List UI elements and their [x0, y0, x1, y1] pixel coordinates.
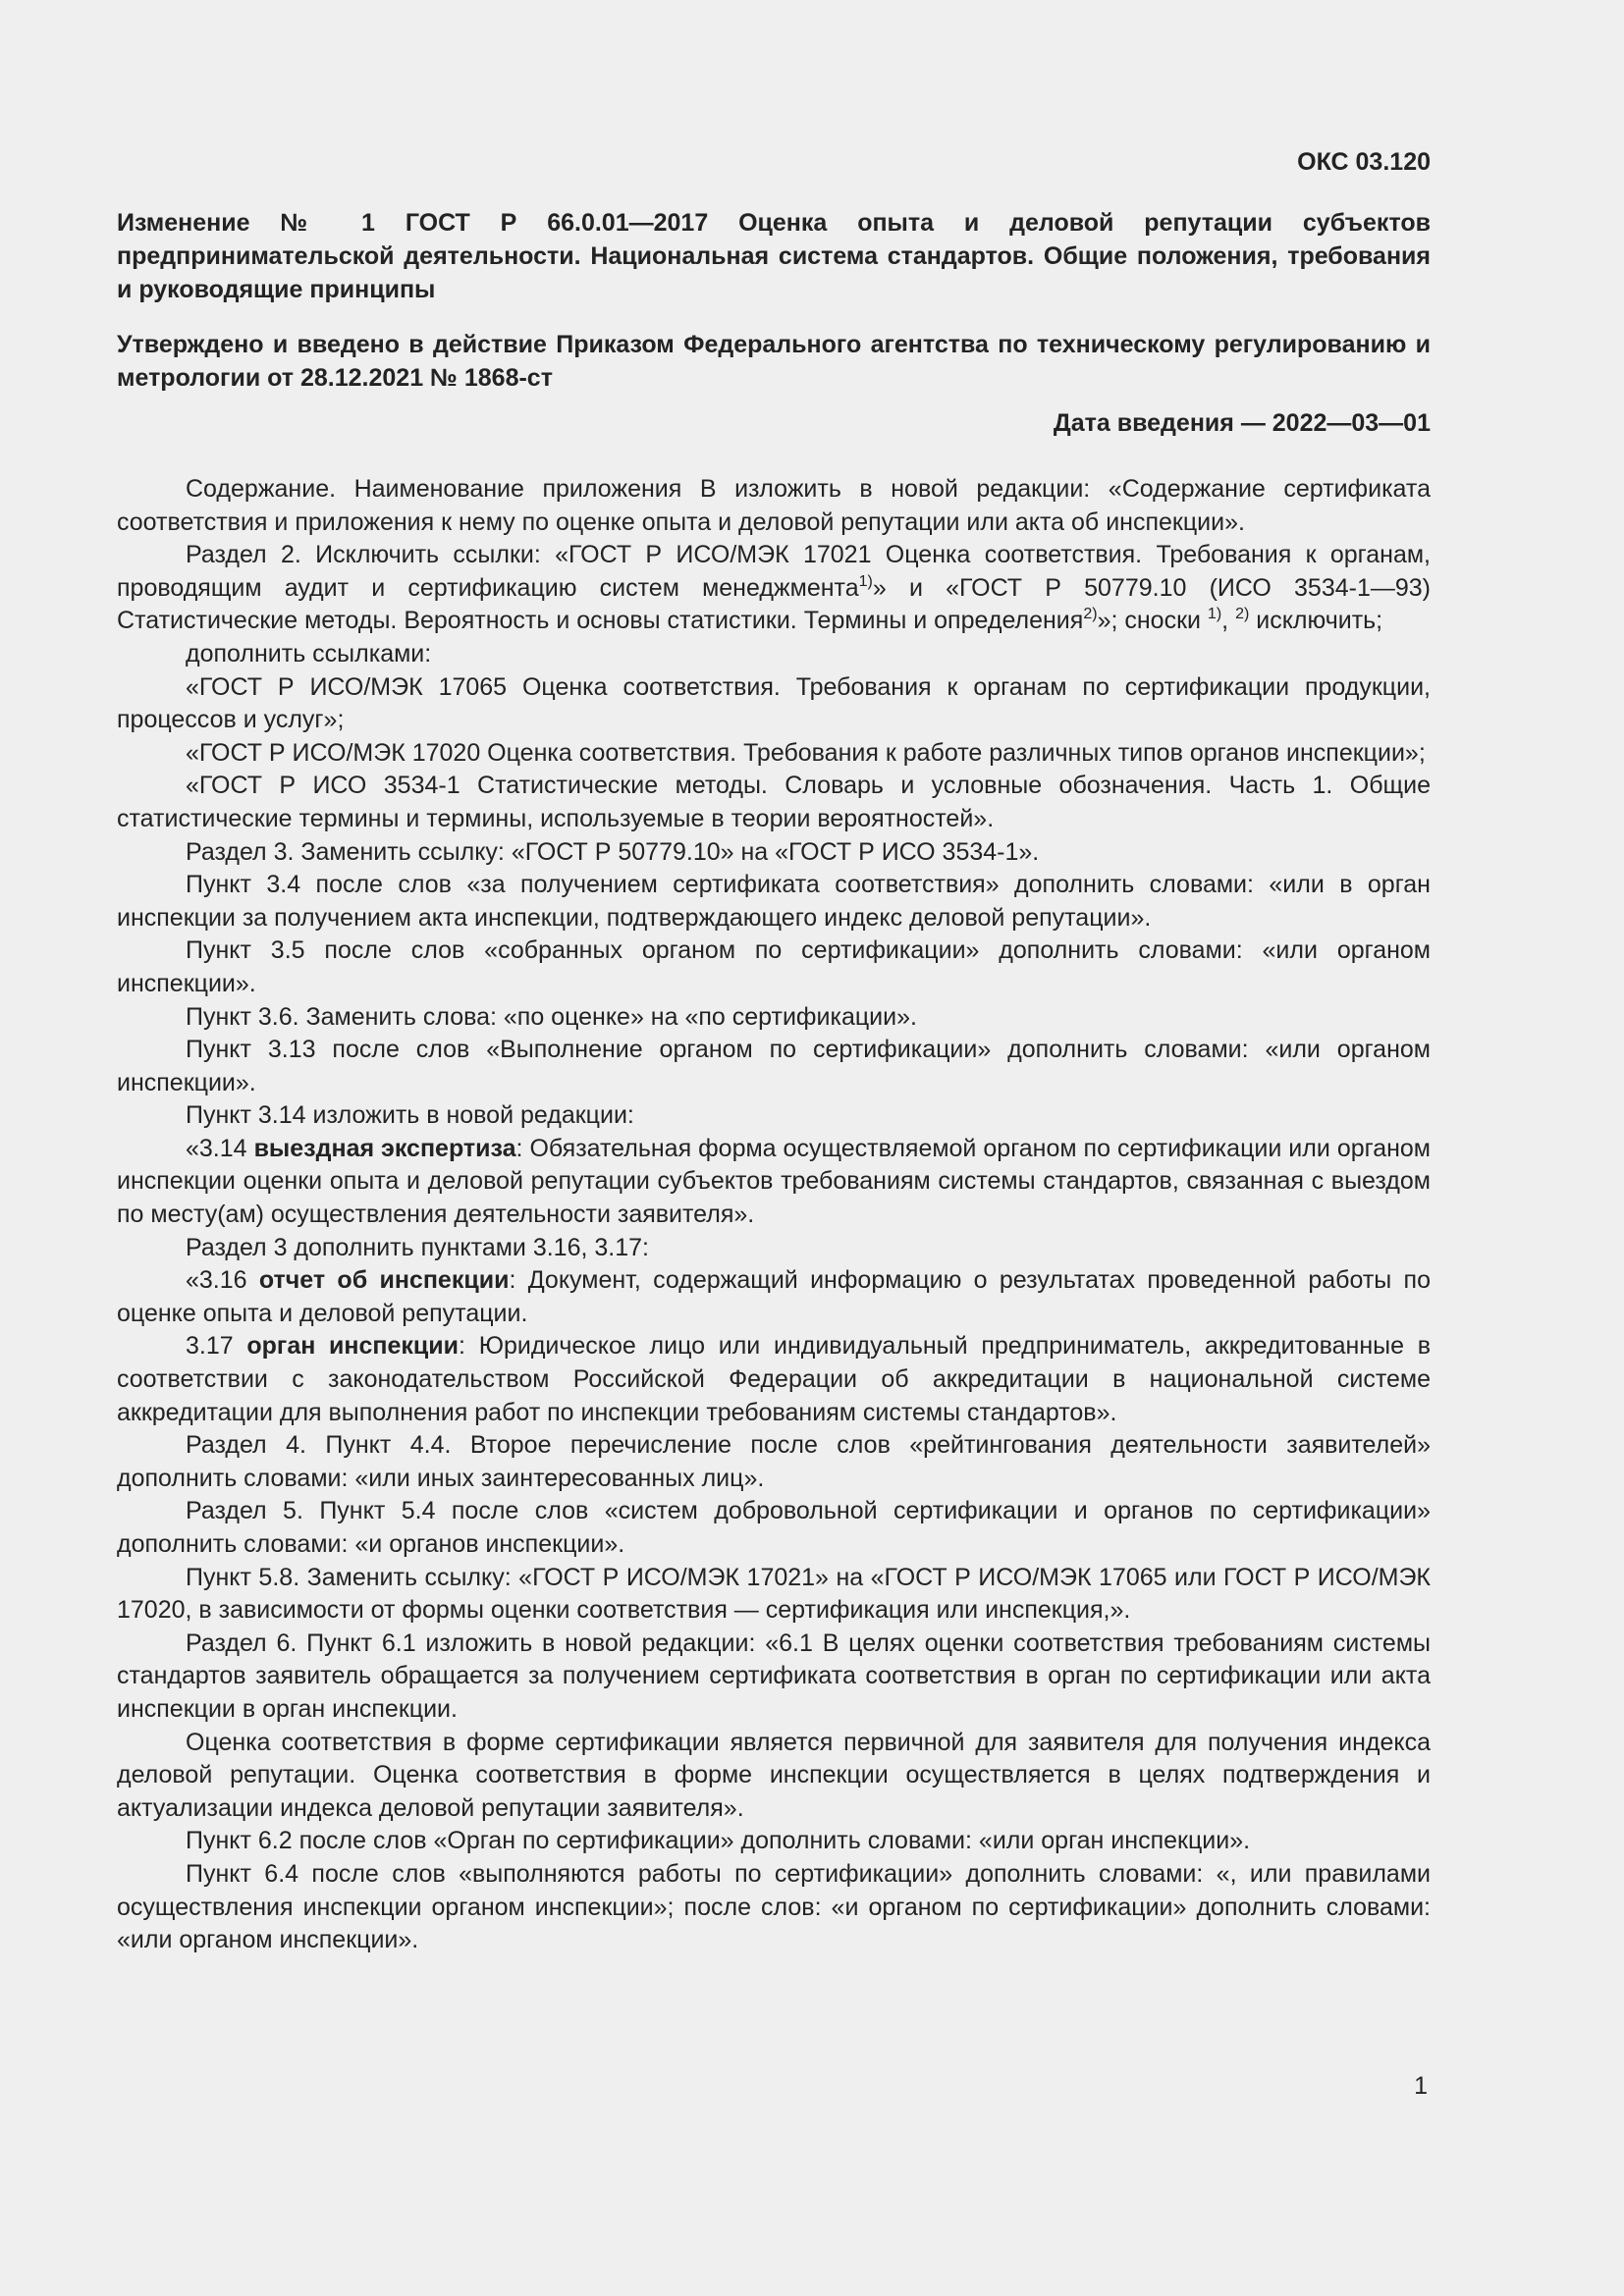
paragraph-text: «3.14: [186, 1134, 254, 1162]
paragraph: [117, 1133, 1431, 1232]
paragraph-text: 3.17: [186, 1332, 247, 1361]
paragraph: Содержание. Наименование приложения В изложить в новой редакции: «Содержание сертификата соответствия и приложения к нему по оценке опыта и деловой репутации или акта об инспекции».: [117, 475, 1431, 536]
classification-code: ОКС 03.120: [1297, 148, 1431, 176]
paragraph: Раздел 3 дополнить пунктами 3.16, 3.17:: [186, 1233, 649, 1261]
paragraph: Пункт 6.2 после слов «Орган по сертификации» дополнить словами: «или орган инспекции».: [186, 1827, 1251, 1855]
paragraph: Раздел 6. Пункт 6.1 изложить в новой редакции: «6.1 В целях оценки соответствия требованиям системы стандартов заявитель обращается за получением сертификата соответствия в орган по сертификации или акта инспекции в орган инспекции.: [117, 1629, 1431, 1723]
page-number: 1: [1414, 2072, 1428, 2100]
paragraph-text: : Юридическое лицо или индивидуальный предприниматель, аккредитованные в соответствии с законодательством Российской Федерации об аккредитации в национальной системе аккредитации для выполнения работ по инспекции требованиям системы стандартов».: [117, 1332, 1431, 1426]
paragraph: Раздел 3. Заменить ссылку: «ГОСТ Р 50779.10» на «ГОСТ Р ИСО 3534-1».: [186, 837, 1040, 866]
paragraph: [117, 1330, 1431, 1429]
paragraph-text: : Документ, содержащий информацию о результатах проведенной работы по оценке опыта и деловой репутации.: [117, 1266, 1431, 1327]
approval-statement: Утверждено и введено в действие Приказом Федерального агентства по техническому регулированию и метрологии от 28.12.2021 № 1868-ст: [117, 331, 1431, 392]
paragraph-text: ,: [1221, 607, 1236, 635]
term: отчет об инспекции: [258, 1266, 510, 1295]
paragraph: Раздел 5. Пункт 5.4 после слов «систем добровольной сертификации и органов по сертификации» дополнить словами: «и органов инспекции».: [117, 1497, 1431, 1558]
paragraph: Пункт 3.4 после слов «за получением сертификата соответствия» дополнить словами: «или в орган инспекции за получением акта инспекции, подтверждающего индекс деловой репутации».: [117, 871, 1431, 932]
document-content: [117, 145, 1431, 1957]
paragraph-text: Раздел 2. Исключить ссылки: «ГОСТ Р ИСО/МЭК 17021 Оценка соответствия. Требования к органам, проводящим аудит и сертификацию систем менеджмента: [117, 541, 1431, 602]
paragraph: Раздел 4. Пункт 4.4. Второе перечисление после слов «рейтингования деятельности заявителей» дополнить словами: «или иных заинтересованных лиц».: [117, 1431, 1431, 1492]
paragraph: «ГОСТ Р ИСО/МЭК 17065 Оценка соответствия. Требования к органам по сертификации продукции, процессов и услуг»;: [117, 672, 1431, 734]
footnote-mark: 2): [1083, 606, 1098, 623]
paragraph: Пункт 6.4 после слов «выполняются работы по сертификации» дополнить словами: «, или правилами осуществления инспекции органом инспекции»; после слов: «и органом по сертификации» дополнить словами: «или органом инспекции».: [117, 1859, 1431, 1954]
paragraph-text: » и «ГОСТ Р 50779.10 (ИСО 3534-1—93) Статистические методы. Вероятность и основы статистики. Термины и определения: [117, 573, 1431, 635]
paragraph: [117, 539, 1431, 638]
paragraph-text: : Обязательная форма осуществляемой органом по сертификации или органом инспекции оценки опыта и деловой репутации субъектов требованиям системы стандартов, связанная с выездом по месту(ам) осуществления деятельности заявителя».: [117, 1134, 1431, 1229]
paragraph-text: »; сноски: [1097, 607, 1208, 635]
paragraph: дополнить ссылками:: [186, 639, 432, 667]
effective-date: Дата введения — 2022—03—01: [1053, 409, 1431, 437]
paragraph: Пункт 5.8. Заменить ссылку: «ГОСТ Р ИСО/МЭК 17021» на «ГОСТ Р ИСО/МЭК 17065 или ГОСТ Р ИСО/МЭК 17020, в зависимости от формы оценки соответствия — сертификация или инспекция,».: [117, 1563, 1431, 1625]
document-body: [117, 473, 1431, 1957]
paragraph: «ГОСТ Р ИСО 3534-1 Статистические методы. Словарь и условные обозначения. Часть 1. Общие статистические термины и термины, используемые в теории вероятностей».: [117, 772, 1431, 832]
paragraph-text: «3.16: [186, 1266, 259, 1295]
document-title: Изменение № 1 ГОСТ Р 66.0.01—2017 Оценка опыта и деловой репутации субъектов предпринимательской деятельности. Национальная система стандартов. Общие положения, требования и руководящие принципы: [117, 209, 1431, 303]
footnote-mark: 2): [1235, 606, 1250, 623]
paragraph: Пункт 3.13 после слов «Выполнение органом по сертификации» дополнить словами: «или органом инспекции».: [117, 1036, 1431, 1096]
term: орган инспекции: [246, 1332, 460, 1361]
paragraph: «ГОСТ Р ИСО/МЭК 17020 Оценка соответствия. Требования к работе различных типов органов инспекции»;: [186, 738, 1426, 767]
paragraph: Оценка соответствия в форме сертификации является первичной для заявителя для получения индекса деловой репутации. Оценка соответствия в форме инспекции осуществляется в целях подтверждения и актуализации индекса деловой репутации заявителя».: [117, 1728, 1431, 1822]
paragraph: Пункт 3.6. Заменить слова: «по оценке» на «по сертификации».: [186, 1002, 917, 1031]
paragraph: [117, 1264, 1431, 1330]
paragraph-text: исключить;: [1249, 607, 1383, 635]
term: выездная экспертиза: [253, 1134, 516, 1162]
footnote-mark: 1): [1207, 606, 1222, 623]
paragraph: Пункт 3.5 после слов «собранных органом по сертификации» дополнить словами: «или органом инспекции».: [117, 936, 1431, 997]
footnote-mark: 1): [858, 572, 873, 590]
paragraph: Пункт 3.14 изложить в новой редакции:: [186, 1101, 634, 1130]
